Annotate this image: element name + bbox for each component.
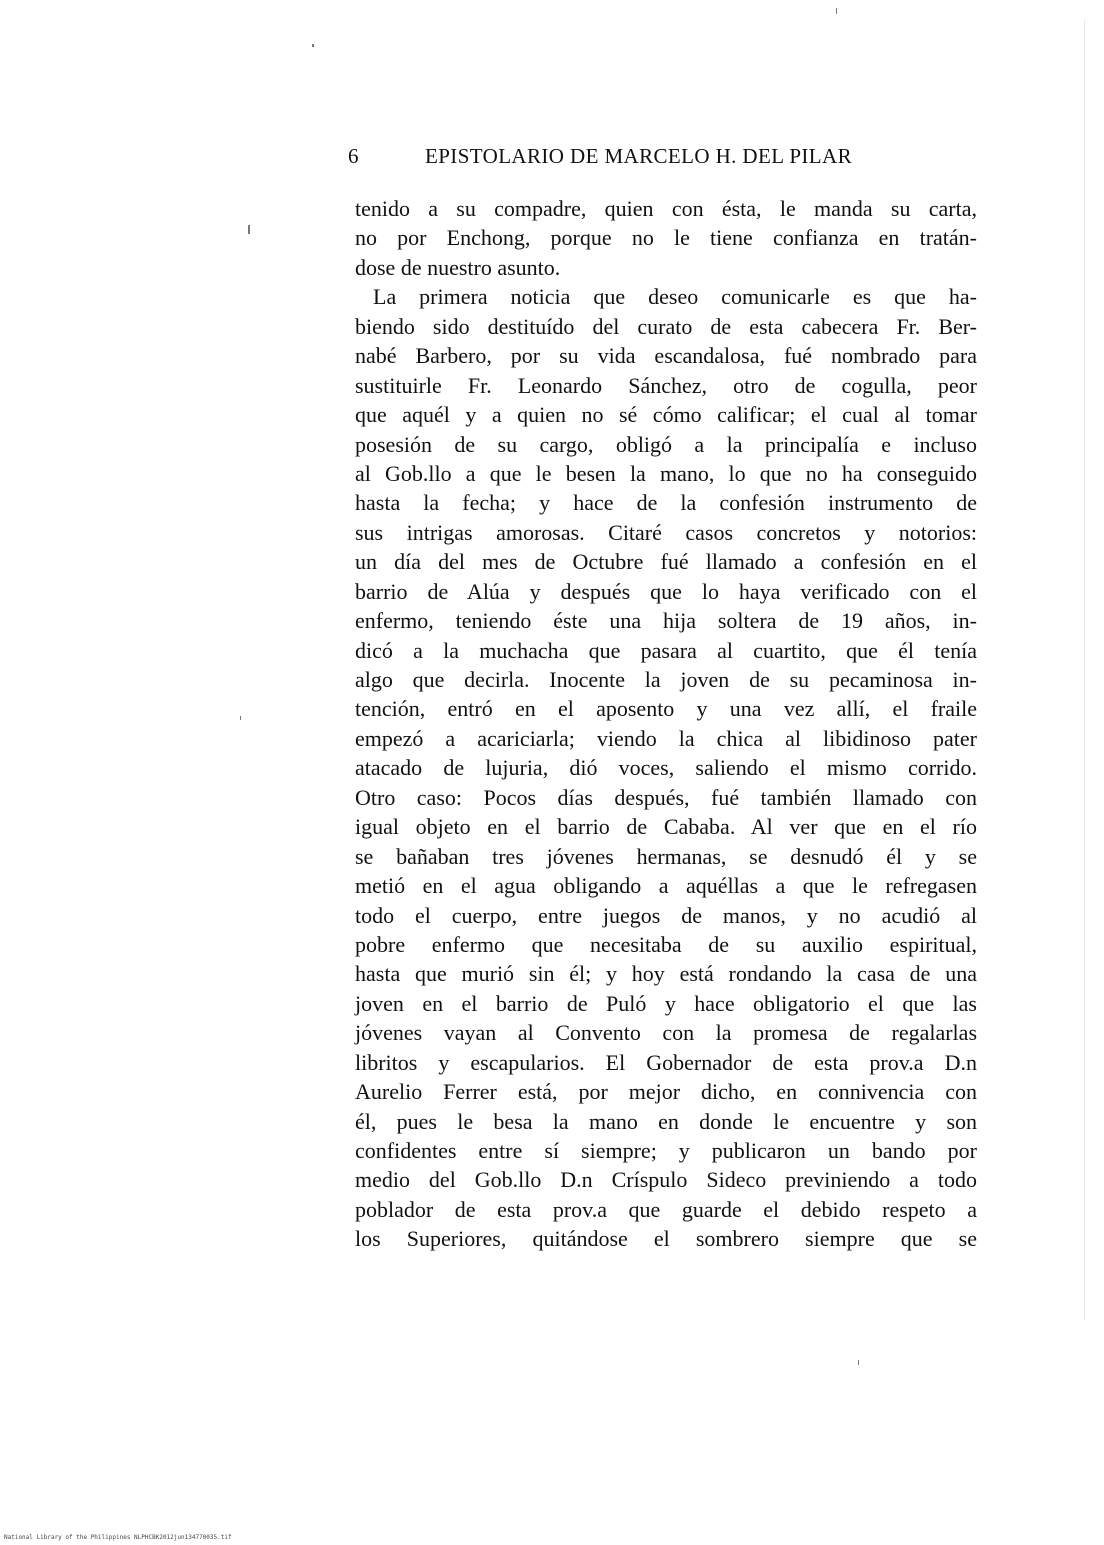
text-line: Otro caso: Pocos días después, fué también llamado con (355, 784, 977, 810)
scan-speck (248, 225, 250, 234)
text-line: nabé Barbero, por su vida escandalosa, fué nombrado para (355, 343, 977, 369)
scan-speck (836, 8, 837, 14)
text-line: al Gob.llo a que le besen la mano, lo que no ha conseguido (355, 460, 977, 486)
scan-footer-note: National Library of the Philippines NLPHCBK2012jun134770035.tif (4, 1534, 232, 1541)
text-line: biendo sido destituído del curato de esta cabecera Fr. Ber- (355, 313, 977, 339)
page-header (348, 144, 908, 176)
text-line: todo el cuerpo, entre juegos de manos, y no acudió al (355, 902, 977, 928)
scan-speck (240, 716, 241, 720)
text-line: confidentes entre sí siempre; y publicaron un bando por (355, 1138, 977, 1163)
running-title: EPISTOLARIO DE MARCELO H. DEL PILAR (425, 144, 852, 168)
text-line: sus intrigas amorosas. Citaré casos concretos y notorios: (355, 519, 977, 545)
text-line: Aurelio Ferrer está, por mejor dicho, en connivencia con (355, 1079, 977, 1105)
letter-body (355, 194, 977, 1254)
text-line: no por Enchong, porque no le tiene confianza en tratán- (355, 225, 977, 251)
text-line: tención, entró en el aposento y una vez allí, el fraile (355, 696, 977, 722)
text-line: libritos y escapularios. El Gobernador de esta prov.a D.n (355, 1049, 977, 1075)
text-line: atacado de lujuria, dió voces, saliendo el mismo corrido. (355, 755, 977, 781)
text-line: enfermo, teniendo éste una hija soltera de 19 años, in- (355, 608, 977, 634)
text-line: dicó a la muchacha que pasara al cuartito, que él tenía (355, 637, 977, 663)
text-line: medio del Gob.llo D.n Críspulo Sideco previniendo a todo (355, 1167, 977, 1193)
text-line: hasta que murió sin él; y hoy está rondando la casa de una (355, 961, 977, 987)
scan-speck (858, 1360, 859, 1365)
text-line: barrio de Alúa y después que lo haya verificado con el (355, 578, 977, 604)
text-line: pobre enfermo que necesitaba de su auxilio espiritual, (355, 931, 977, 957)
text-line: que aquél y a quien no sé cómo calificar; el cual al tomar (355, 402, 977, 428)
scan-speck (312, 44, 314, 47)
text-line: poblador de esta prov.a que guarde el debido respeto a (355, 1196, 977, 1222)
text-line: igual objeto en el barrio de Cababa. Al ver que en el río (355, 814, 977, 840)
text-line: joven en el barrio de Puló y hace obligatorio el que las (355, 990, 977, 1016)
text-line: hasta la fecha; y hace de la confesión instrumento de (355, 490, 977, 516)
text-line: algo que decirla. Inocente la joven de su pecaminosa in- (355, 667, 977, 692)
text-line: metió en el agua obligando a aquéllas a que le refregasen (355, 873, 977, 899)
text-line: un día del mes de Octubre fué llamado a confesión en el (355, 549, 977, 575)
text-line: jóvenes vayan al Convento con la promesa de regalarlas (355, 1020, 977, 1046)
text-line: los Superiores, quitándose el sombrero siempre que se (355, 1226, 977, 1252)
text-line: empezó a acariciarla; viendo la chica al libidinoso pater (355, 725, 977, 751)
text-line: posesión de su cargo, obligó a la principalía e incluso (355, 431, 977, 457)
text-line: La primera noticia que deseo comunicarle es que ha- (373, 284, 977, 310)
text-line: dose de nuestro asunto. (355, 254, 561, 280)
text-line: sustituirle Fr. Leonardo Sánchez, otro de cogulla, peor (355, 372, 977, 398)
text-line: él, pues le besa la mano en donde le encuentre y son (355, 1108, 977, 1134)
page-number: 6 (348, 144, 359, 168)
text-line: se bañaban tres jóvenes hermanas, se desnudó él y se (355, 843, 977, 869)
text-line: tenido a su compadre, quien con ésta, le manda su carta, (355, 196, 977, 221)
scan-speck (1084, 20, 1085, 1320)
